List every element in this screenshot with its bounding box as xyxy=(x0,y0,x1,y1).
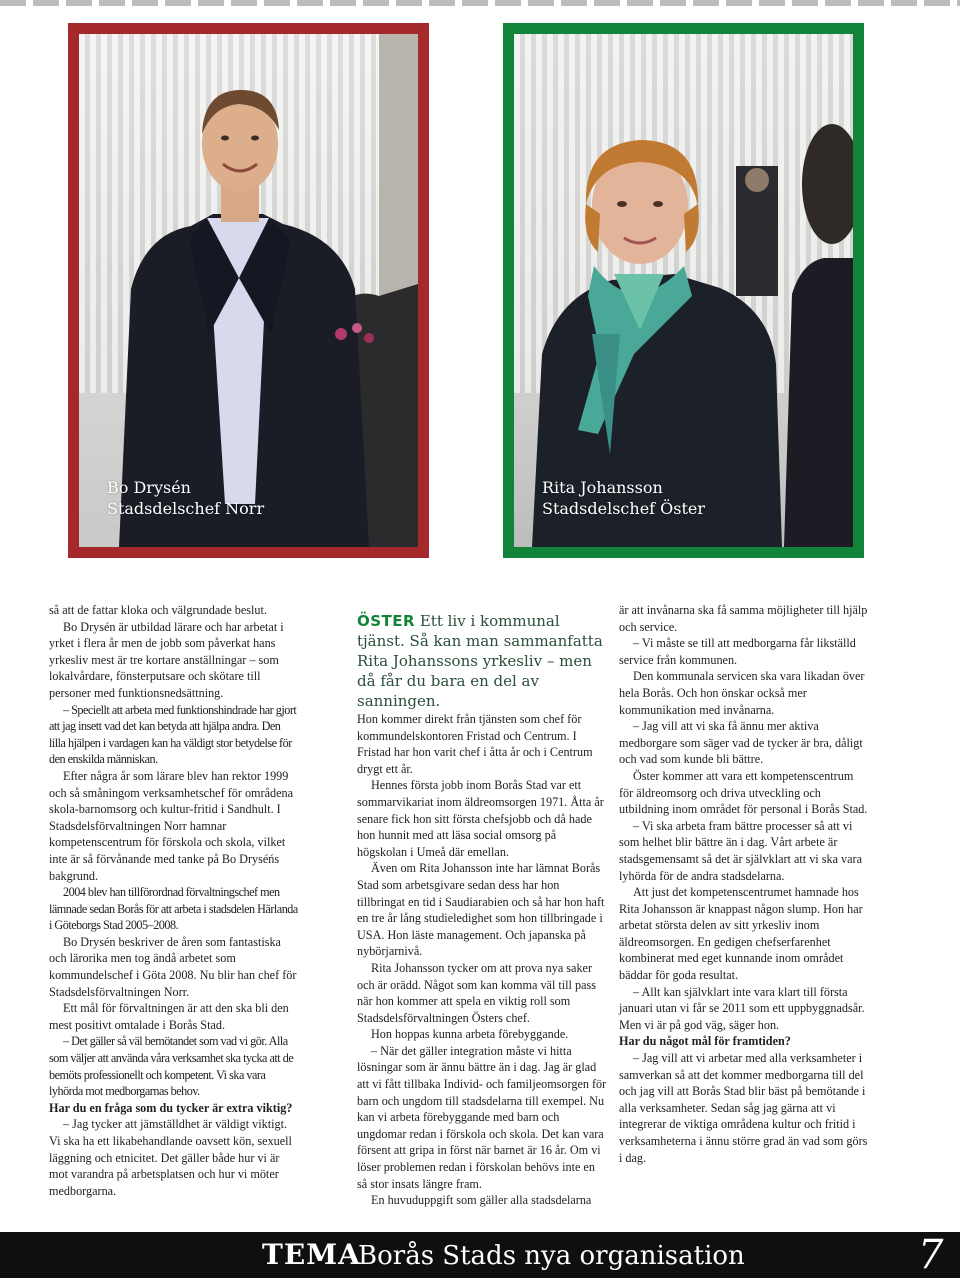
portrait-bo-drysen xyxy=(79,34,418,547)
person-role: Stadsdelschef Öster xyxy=(542,499,706,518)
paragraph: – Vi måste se till att medborgarna får likställd service från kommunen. xyxy=(619,636,856,667)
lead-paragraph xyxy=(357,611,607,711)
paragraph: Rita Johansson tycker om att prova nya saker och är orädd. Något som kan komma väl till pass när hon kommer att spela en viktig roll som Stadsdelsförvaltningen Östers chef. xyxy=(357,960,596,1025)
lead-text: Ett liv i kommunal tjänst. Så kan man sammanfatta Rita Johanssons yrkesliv – men då får du bara en del av sanningen. xyxy=(357,612,603,710)
paragraph: – Jag vill att vi arbetar med alla verksamheter i samverkan så att det kommer medborgarna till del och jag vill att Borås Stad blir bäst på bemötande i alla verksamheter. Sedan såg jag gärna att vi integrerar de viktiga områdena kultur och fritid i verksamheterna i ännu större grad än vad som görs i dag. xyxy=(619,1051,868,1165)
paragraph: Hon kommer direkt från tjänsten som chef för kommundelskontoren Fristad och Centrum. I Fristad har hon varit chef i åtta år och i Centrum drygt ett år. xyxy=(357,712,593,776)
portrait-illustration xyxy=(79,34,418,547)
paragraph: så att de fattar kloka och välgrundade beslut. xyxy=(49,603,267,617)
question-heading: Har du en fråga som du tycker är extra viktig? xyxy=(49,1100,293,1115)
article-column-3 xyxy=(619,602,869,1166)
paragraph: – Jag vill att vi ska få ännu mer aktiva medborgare som säger vad de tycker är bra, dåligt och vad som kunde bli bättre. xyxy=(619,719,863,767)
paragraph: Att just det kompetenscentrumet hamnade hos Rita Johansson är knappast någon slump. Hon har arbetat största delen av sitt yrkesliv inom äldreomsorgen. En gedigen chefserfarenhet kombinerat med eget kunnande inom området bäddar för goda resultat. xyxy=(619,885,863,983)
paragraph: 2004 blev han tillförordnad förvaltningschef men lämnade sedan Borås för att arbeta i stadsdelen Härlanda i Göteborgs Stad 2005–2008. xyxy=(49,885,298,933)
paragraph: är att invånarna ska få samma möjligheter till hjälp och service. xyxy=(619,603,868,634)
footer-bar xyxy=(0,1232,960,1278)
photo-frame-rita-johansson xyxy=(503,23,864,558)
paragraph: – Det gäller så väl bemötandet som vad vi gör. Alla som väljer att använda våra verksamhet ska tycka att de bemöts professionellt och kompetent. Vi ska vara lyhörda mot medborgarnas behov. xyxy=(49,1034,294,1099)
caption-bo-drysen xyxy=(107,477,264,519)
portrait-illustration xyxy=(514,34,853,547)
paragraph: Öster kommer att vara ett kompetenscentrum för äldreomsorg och driva utveckling och utbildning inom området för personal i Borås Stad. xyxy=(619,768,868,817)
photo-frame-bo-drysen xyxy=(68,23,429,558)
paragraph: – Jag tycker att jämställdhet är väldigt viktigt. Vi ska ha ett likabehandlande oavsett kön, sexuell läggning och etnicitet. Det gäller både hur vi är mot varandra på arbetsplatsen och hur vi möter medborgarna. xyxy=(49,1117,292,1198)
paragraph: Efter några år som lärare blev han rektor 1999 och så småningom verksamhetschef för områdena skola-barnomsorg och kultur-fritid i Sandhult. I Stadsdelsförvaltningen Norr hamnar kompetenscentrum för förskola och skola, vilket inte är så förvånande med tanke på Bo Dryséńs bakgrund. xyxy=(49,768,294,883)
paragraph: – Allt kan självklart inte vara klart till första januari utan vi får se 2011 som ett uppbyggnadsår. Men vi är på god väg, säger hon. xyxy=(619,984,865,1032)
caption-rita-johansson xyxy=(542,477,705,519)
page-number: 7 xyxy=(918,1232,944,1278)
article-column-1 xyxy=(49,602,299,1199)
question-heading: Har du något mål för framtiden? xyxy=(619,1034,791,1049)
person-name: Rita Johansson xyxy=(542,478,663,497)
paragraph: En huvuduppgift som gäller alla stadsdelarna xyxy=(371,1193,592,1208)
article-column-2 xyxy=(357,611,607,1209)
footer-tema: TEMA xyxy=(262,1238,361,1271)
paragraph: Ett mål för förvaltningen är att den ska bli den mest positivt omtalade i Borås Stad. xyxy=(49,1001,289,1032)
paragraph: Hon hoppas kunna arbeta förebyggande. xyxy=(371,1027,569,1042)
paragraph: Bo Drysén beskriver de åren som fantastiska och lärorika men tog ändå arbetet som kommundelschef i Göta 2008. Nu blir han chef för Stadsdelsförvaltningen Norr. xyxy=(49,934,297,999)
paragraph: Bo Drysén är utbildad lärare och har arbetat i yrket i flera år men de jobb som påverkat hans yrkesliv mest är tre kortare anställningar – som lokalvårdare, fönsterputsare och skötare till personer med funktionsnedsättning. xyxy=(49,619,284,700)
paragraph: Den kommunala servicen ska vara likadan över hela Borås. Och hon önskar också mer kommunikation med invånarna. xyxy=(619,669,865,717)
section-keyword: ÖSTER xyxy=(357,612,416,630)
paragraph: – Vi ska arbeta fram bättre processer så att vi som helhet blir bättre än i dag. Vårt arbete är stadsgemensamt så det är självklart att vi ska vara lyhörda för de andra stadsdelarna. xyxy=(619,818,862,883)
paragraph: Även om Rita Johansson inte har lämnat Borås Stad som arbetsgivare sedan dess har hon tillbringat en tid i Saudiarabien och så har hon haft en tre år lång studieledighet som hon tillbringade i USA. Hon läste management. Och japanska på nybörjarnivå. xyxy=(357,861,605,959)
footer-title: Borås Stads nya organisation xyxy=(358,1241,745,1271)
top-dashed-rule xyxy=(0,0,960,6)
paragraph: – När det gäller integration måste vi hitta lösningar som är ännu bättre än i dag. Jag är glad att vi fått tillbaka Individ- och familjeomsorgen för barn och ungdom till stadsdelarna till exempel. Nu kan vi arbeta förebyggande med barn och ungdomar redan i förskola och skola. Det kan vara försent att gripa in först när barnet är 16 år. Om vi löser problemen redan i förskolan behövs inte en så stor insats längre fram. xyxy=(357,1043,607,1191)
portrait-rita-johansson xyxy=(514,34,853,547)
paragraph: – Speciellt att arbeta med funktionshindrade har gjort att jag insett vad det kan betyda att hjälpa andra. Den lilla hjälpen i vardagen kan ha väldigt stor betydelse för den enskilda människan. xyxy=(49,702,297,767)
person-name: Bo Drysén xyxy=(107,478,191,497)
paragraph: Hennes första jobb inom Borås Stad var ett sommarvikariat inom äldreomsorgen 1971. Åtta år senare fick hon sitt första chefsjobb och då hade hon hunnit med att läsa social omsorg på högskolan i Umeå där emellan. xyxy=(357,778,604,859)
person-role: Stadsdelschef Norr xyxy=(107,499,265,518)
